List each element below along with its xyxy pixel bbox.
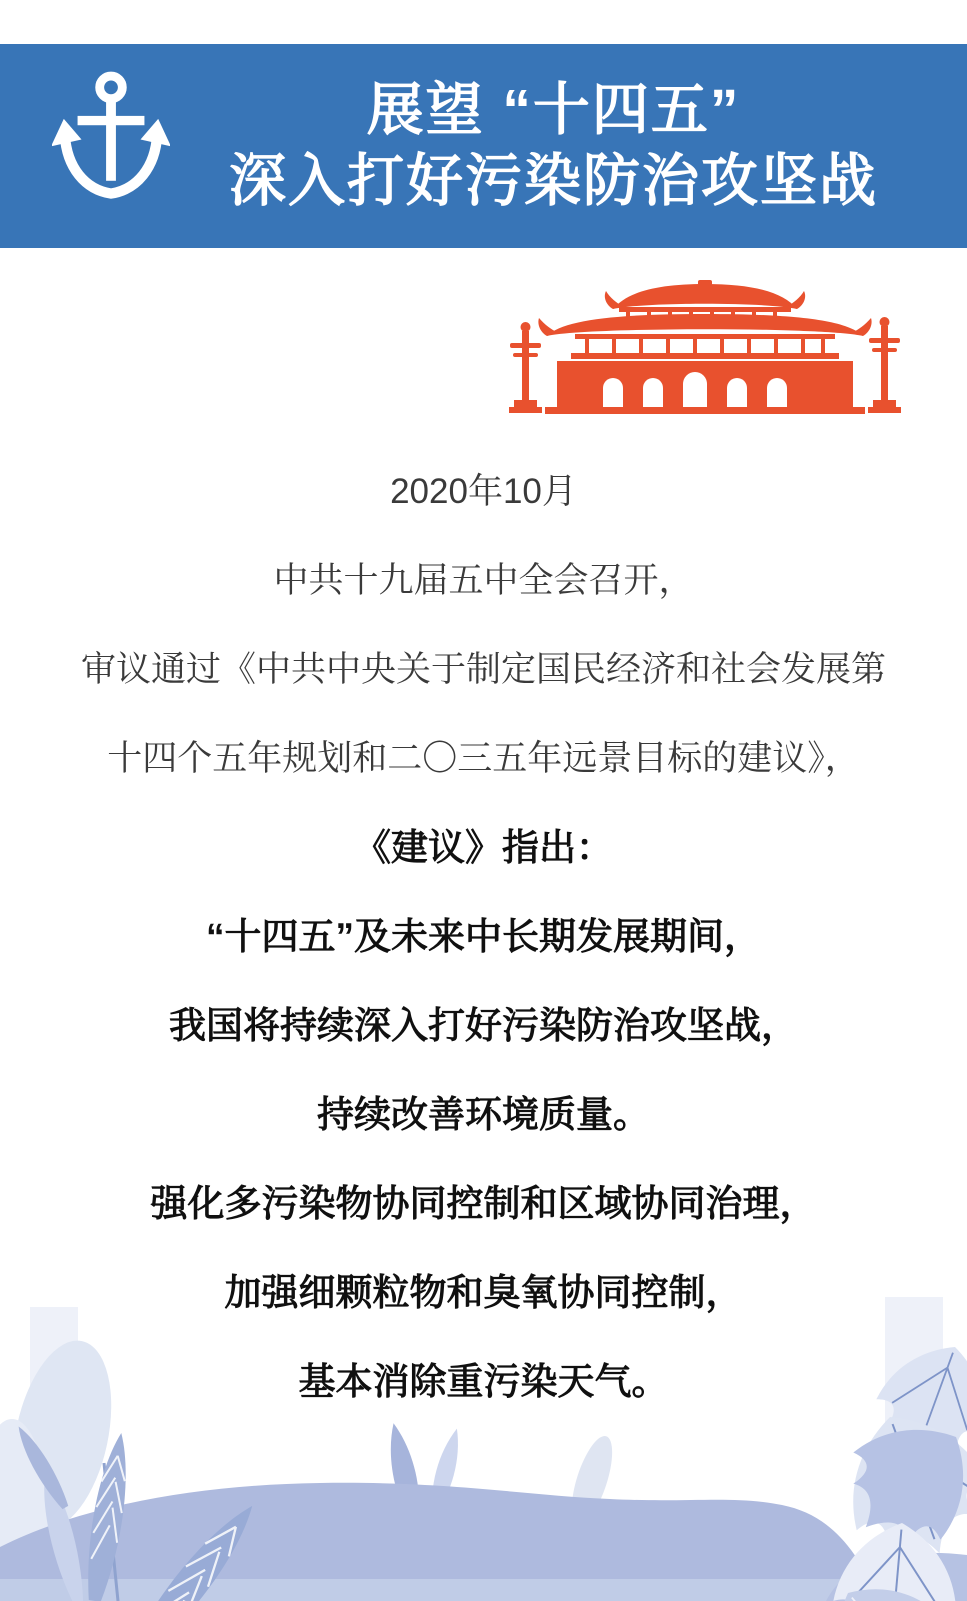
header-title-line1: 展望 “十四五” [366,78,741,142]
bottom-band [0,1579,967,1601]
header-titles [185,44,922,248]
header-title-line2: 深入打好污染防治攻坚战 [229,149,878,213]
body-line: 持续改善环境质量。 [317,1094,650,1135]
anchor-icon [52,66,170,212]
tiananmen-svg [495,276,915,424]
header-banner [0,44,967,248]
body-line: 我国将持续深入打好污染防治攻坚战， [169,1005,798,1046]
anchor-icon-svg [52,66,170,212]
huabiao-right [868,317,901,413]
body-line: 十四个五年规划和二〇三五年远景目标的建议》， [107,739,860,778]
body-text [0,447,967,1426]
body-line: 审议通过《中共中央关于制定国民经济和社会发展第 [80,650,886,689]
body-line: 基本消除重污染天气。 [298,1361,669,1402]
huabiao-left [509,322,542,413]
body-line: “十四五”及未来中长期发展期间， [206,916,761,957]
body-line: 强化多污染物协同控制和区域协同治理， [150,1183,817,1224]
body-line: 2020年10月 [390,472,577,511]
tiananmen-illustration [495,276,915,424]
body-line: 加强细颗粒物和臭氧协同控制， [224,1272,743,1313]
body-line: 中共十九届五中全会召开， [273,561,694,600]
body-line: 《建议》指出： [354,827,613,868]
